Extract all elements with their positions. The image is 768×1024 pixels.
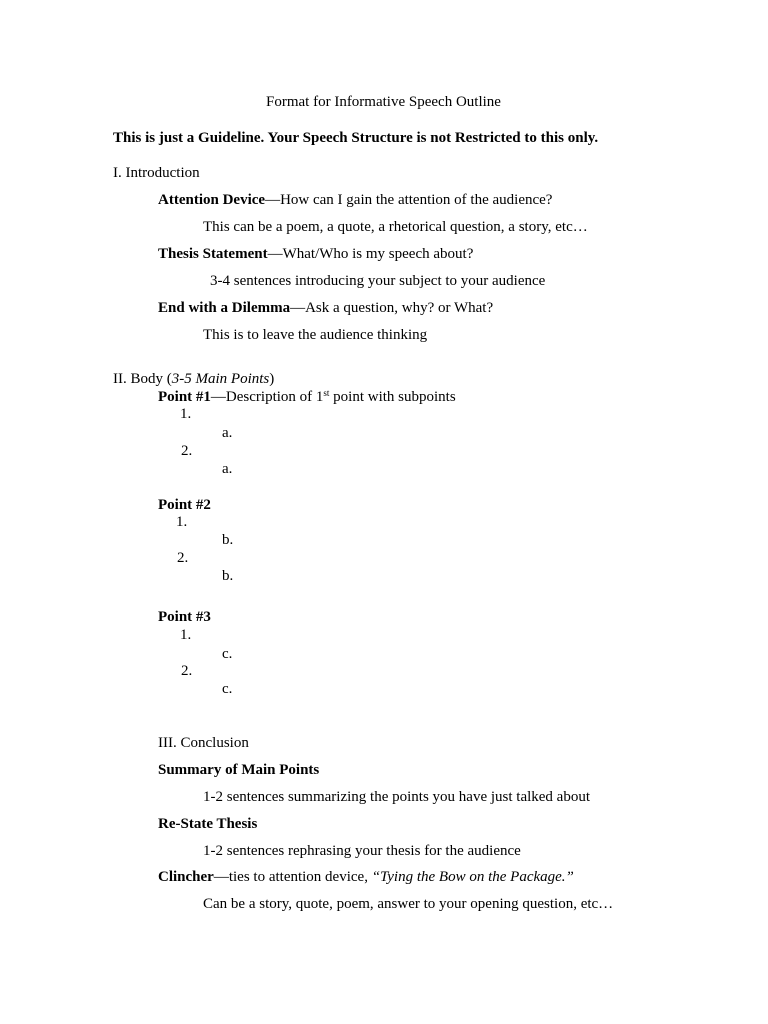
list-subletter: a. — [222, 425, 233, 441]
dilemma-text: —Ask a question, why? or What? — [290, 300, 494, 316]
list-subletter: c. — [222, 681, 233, 697]
point-3-label: Point #3 — [158, 609, 211, 625]
clincher-detail: Can be a story, quote, poem, answer to your opening question, etc… — [203, 896, 614, 912]
summary-detail: 1-2 sentences summarizing the points you have just talked about — [203, 789, 590, 805]
body-heading-suffix: ) — [269, 371, 275, 387]
attention-device-text: —How can I gain the attention of the audience? — [265, 192, 553, 208]
point-1-label: Point #1 — [158, 389, 211, 405]
thesis-statement-detail: 3-4 sentences introducing your subject to your audience — [210, 273, 546, 289]
point-1-text-end: point with subpoints — [329, 389, 456, 405]
point-2-label: Point #2 — [158, 497, 211, 513]
list-number: 2. — [181, 663, 193, 679]
list-number: 1. — [180, 627, 192, 643]
dilemma-line — [158, 300, 493, 317]
body-heading-italic: 3-5 Main Points — [171, 371, 270, 387]
thesis-statement-line — [158, 246, 473, 263]
clincher-text: —ties to attention device, — [213, 869, 372, 885]
point-1-text: —Description of 1 — [210, 389, 324, 405]
body-heading-prefix: II. Body ( — [113, 371, 172, 387]
restate-thesis-label: Re-State Thesis — [158, 816, 258, 832]
attention-device-detail: This can be a poem, a quote, a rhetorical question, a story, etc… — [203, 219, 588, 235]
body-heading — [113, 371, 274, 388]
list-number: 1. — [180, 406, 192, 422]
dilemma-label: End with a Dilemma — [158, 300, 291, 316]
list-number: 2. — [181, 443, 193, 459]
conclusion-heading: III. Conclusion — [158, 735, 249, 751]
clincher-line — [158, 869, 574, 886]
list-subletter: c. — [222, 646, 233, 662]
clincher-label: Clincher — [158, 869, 214, 885]
list-number: 2. — [177, 550, 189, 566]
list-subletter: b. — [222, 532, 234, 548]
point-1-line — [158, 389, 456, 406]
guideline-note: This is just a Guideline. Your Speech Structure is not Restricted to this only. — [113, 130, 599, 146]
list-number: 1. — [176, 514, 188, 530]
dilemma-detail: This is to leave the audience thinking — [203, 327, 428, 343]
clincher-quote: “Tying the Bow on the Package.” — [371, 869, 574, 885]
page-title: Format for Informative Speech Outline — [266, 94, 501, 110]
list-subletter: a. — [222, 461, 233, 477]
summary-label: Summary of Main Points — [158, 762, 320, 778]
attention-device-label: Attention Device — [158, 192, 266, 208]
attention-device-line — [158, 192, 552, 209]
thesis-statement-text: —What/Who is my speech about? — [267, 246, 474, 262]
point-1-superscript: st — [323, 388, 330, 398]
intro-heading: I. Introduction — [113, 165, 200, 181]
thesis-statement-label: Thesis Statement — [158, 246, 268, 262]
restate-thesis-detail: 1-2 sentences rephrasing your thesis for the audience — [203, 843, 521, 859]
list-subletter: b. — [222, 568, 234, 584]
